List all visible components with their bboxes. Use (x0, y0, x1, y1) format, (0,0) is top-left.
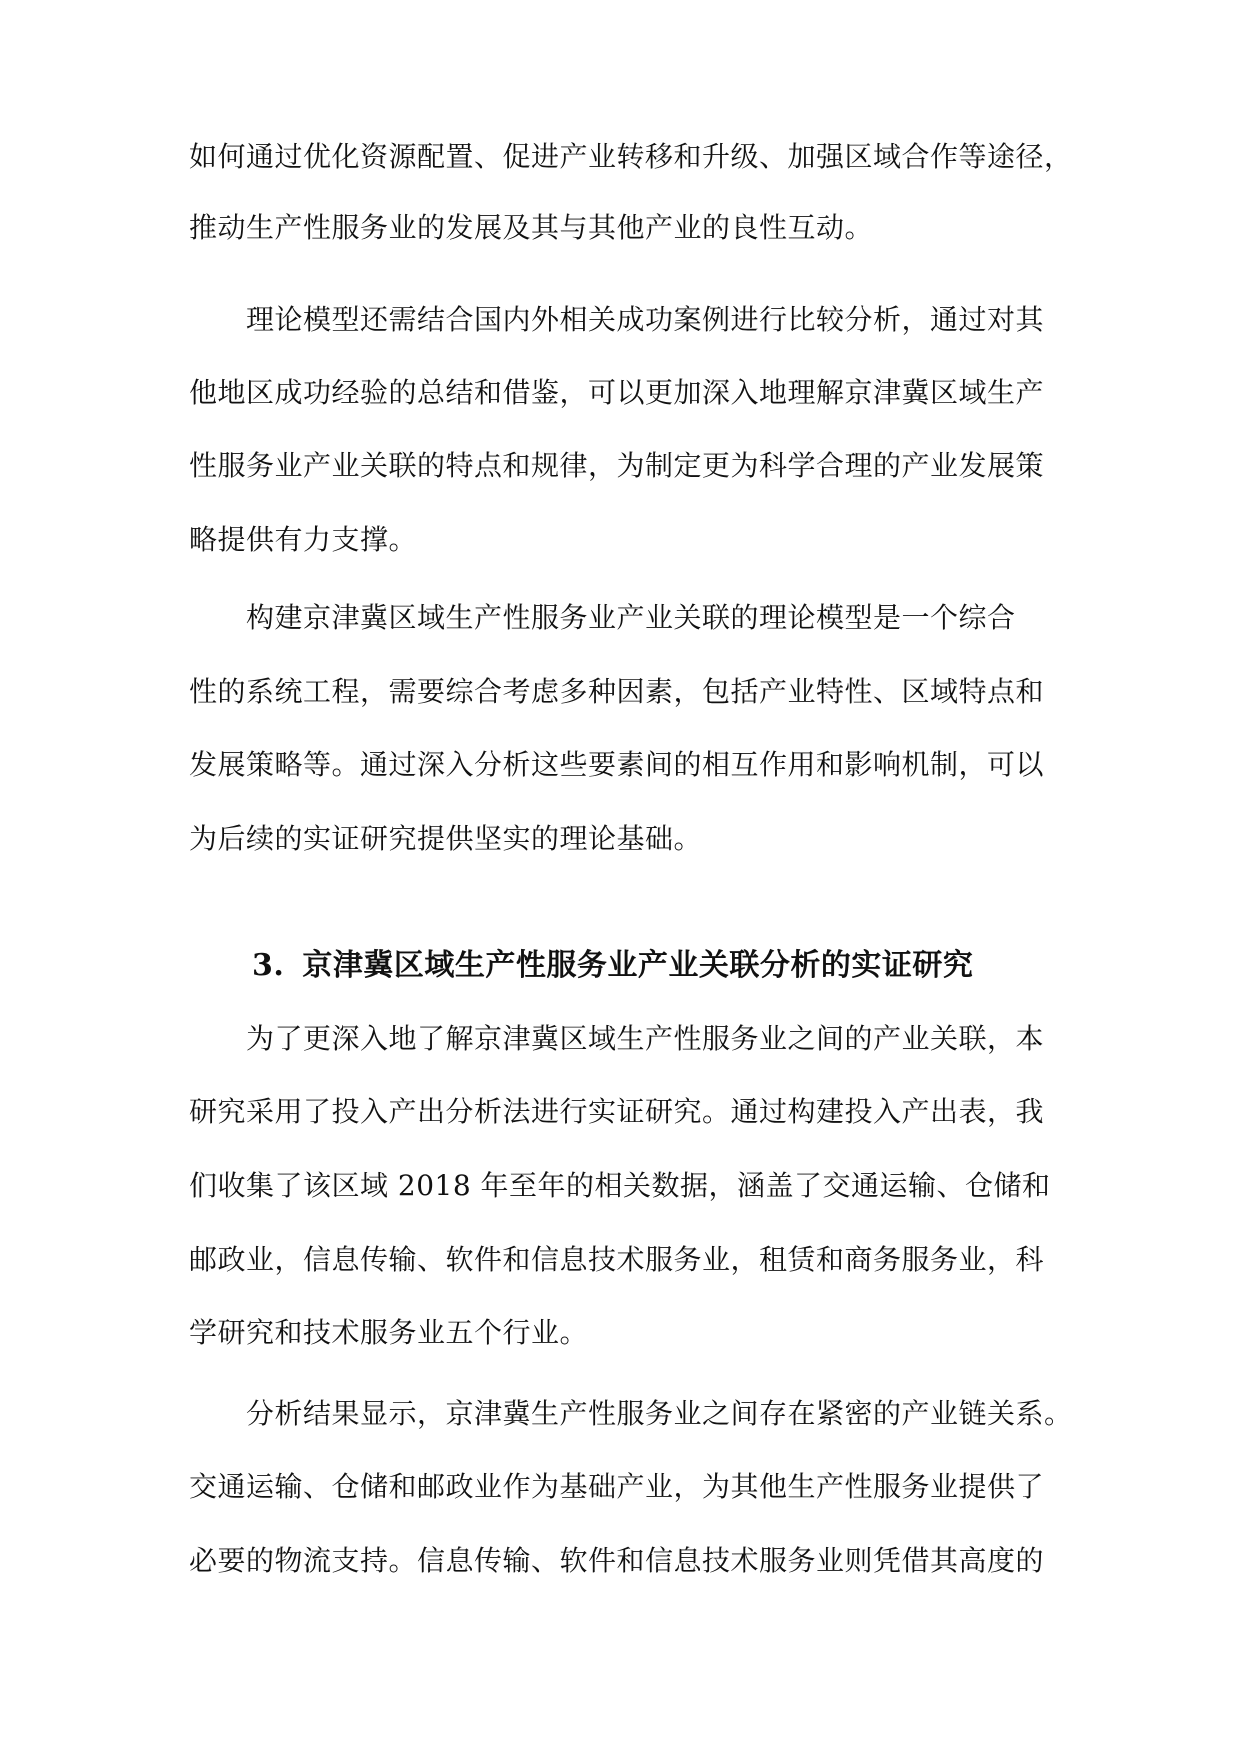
paragraph-2-line-3: 性服务业产业关联的特点和规律，为制定更为科学合理的产业发展策 (189, 449, 1045, 482)
section-paragraph-1-line-5: 学研究和技术服务业五个行业。 (189, 1316, 589, 1349)
section-heading-title: 京津冀区域生产性服务业产业关联分析的实证研究 (302, 948, 974, 983)
section-paragraph-2-line-2: 交通运输、仓储和邮政业作为基础产业，为其他生产性服务业提供了 (189, 1470, 1045, 1503)
section-heading-number: 3. (252, 948, 285, 983)
section-paragraph-1-line-4: 邮政业，信息传输、软件和信息技术服务业，租赁和商务服务业，科 (189, 1243, 1045, 1276)
paragraph-1-line-1: 如何通过优化资源配置、促进产业转移和升级、加强区域合作等途径， (189, 140, 1073, 173)
paragraph-3-line-1: 构建京津冀区域生产性服务业产业关联的理论模型是一个综合 (246, 601, 1016, 634)
paragraph-3-line-2: 性的系统工程，需要综合考虑多种因素，包括产业特性、区域特点和 (189, 675, 1045, 708)
section-paragraph-2-line-3: 必要的物流支持。信息传输、软件和信息技术服务业则凭借其高度的 (189, 1544, 1045, 1577)
section-paragraph-1-line-1: 为了更深入地了解京津冀区域生产性服务业之间的产业关联，本 (246, 1022, 1045, 1055)
paragraph-1-line-2: 推动生产性服务业的发展及其与其他产业的良性互动。 (189, 211, 874, 244)
paragraph-2-line-4: 略提供有力支撑。 (189, 523, 418, 556)
section-paragraph-2-line-1: 分析结果显示，京津冀生产性服务业之间存在紧密的产业链关系。 (246, 1397, 1073, 1430)
paragraph-2-line-2: 他地区成功经验的总结和借鉴，可以更加深入地理解京津冀区域生产 (189, 376, 1045, 409)
paragraph-2-line-1: 理论模型还需结合国内外相关成功案例进行比较分析，通过对其 (246, 303, 1045, 336)
section-paragraph-1-line-3: 们收集了该区域 2018 年至年的相关数据，涵盖了交通运输、仓储和 (189, 1169, 1051, 1202)
section-heading (252, 944, 1059, 988)
section-paragraph-1-line-2: 研究采用了投入产出分析法进行实证研究。通过构建投入产出表，我 (189, 1095, 1045, 1128)
paragraph-3-line-4: 为后续的实证研究提供坚实的理论基础。 (189, 822, 703, 855)
paragraph-3-line-3: 发展策略等。通过深入分析这些要素间的相互作用和影响机制，可以 (189, 748, 1045, 781)
